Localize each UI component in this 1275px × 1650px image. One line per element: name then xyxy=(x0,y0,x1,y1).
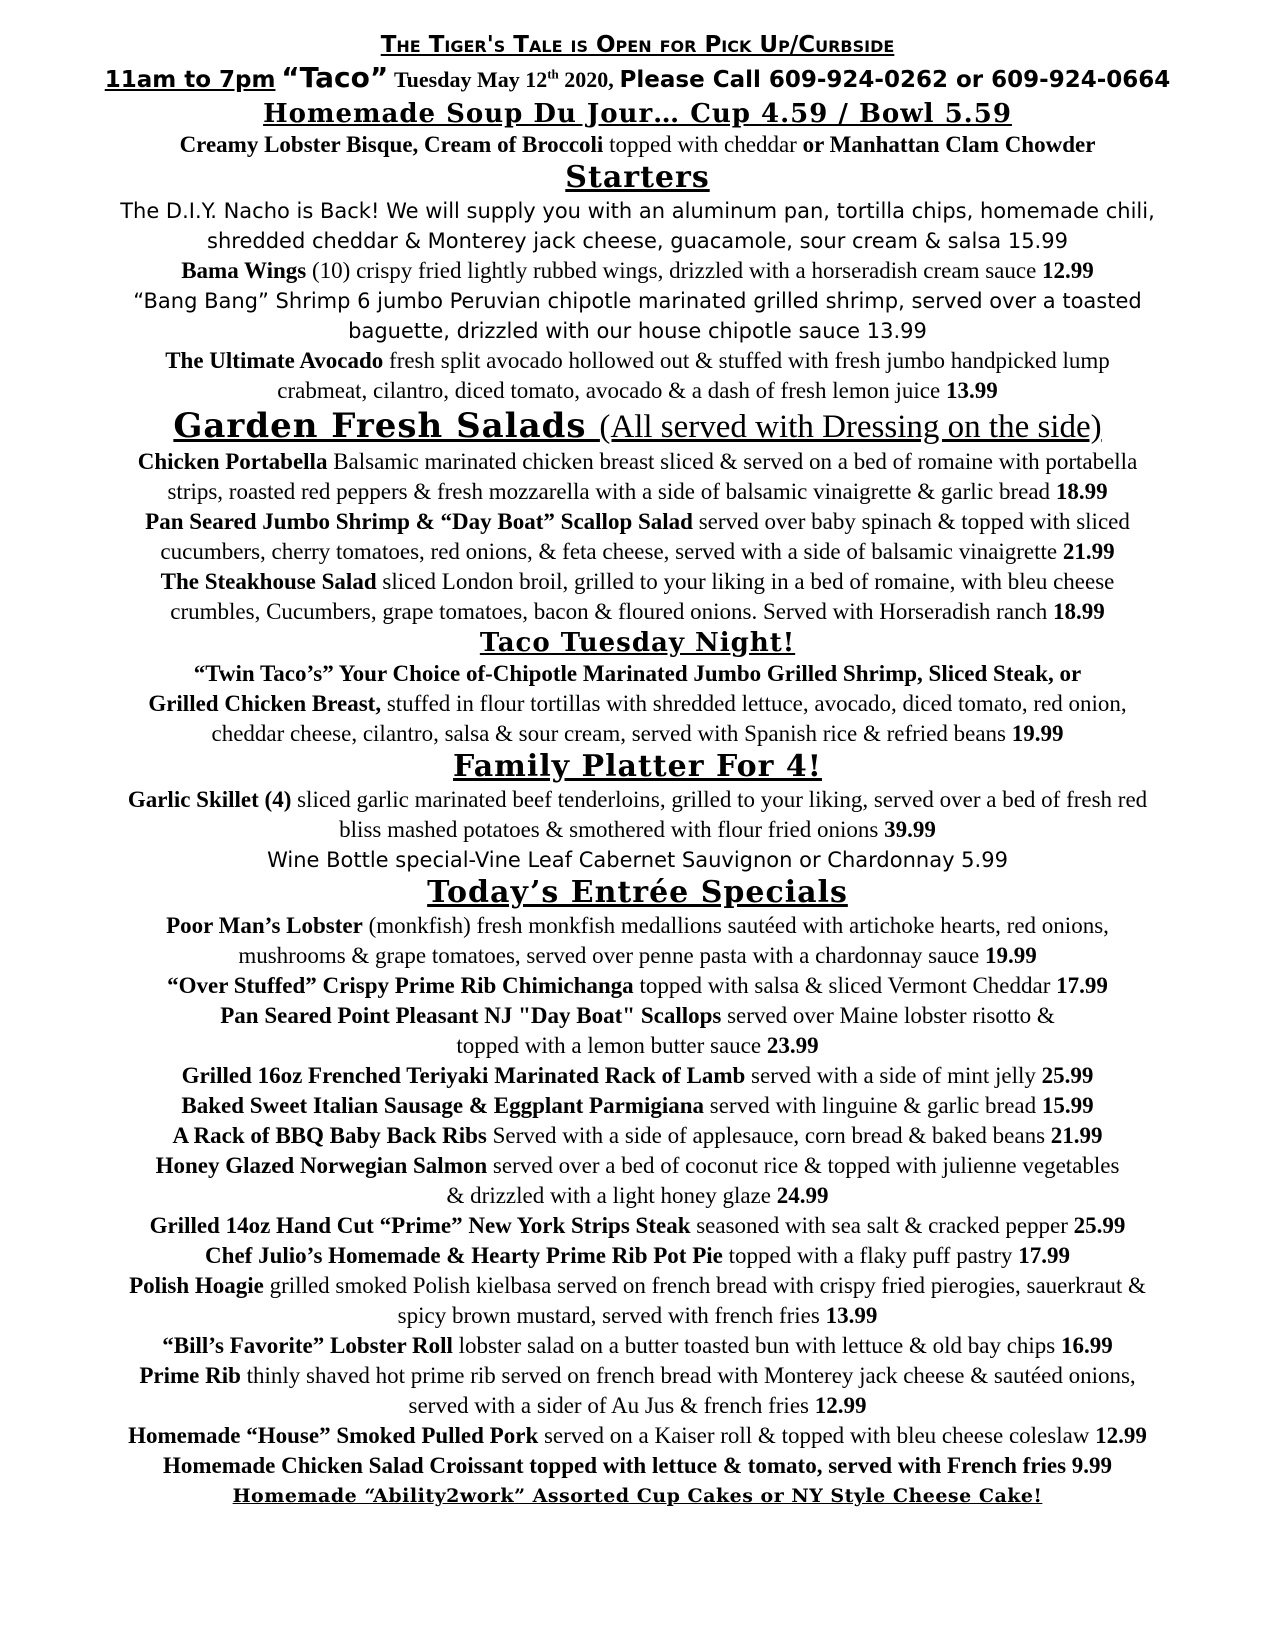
family-heading: Family Platter For 4! xyxy=(453,749,822,784)
bang-shrimp-line-2: baguette, drizzled with our house chipotle sauce 13.99 xyxy=(348,319,927,343)
dessert-line: Homemade “Ability2work” Assorted Cup Cakes or NY Style Cheese Cake! xyxy=(232,1485,1043,1507)
garlic-skillet-line-1: Garlic Skillet (4) sliced garlic marinated beef tenderloins, grilled to your liking, served over a bed of fresh red xyxy=(127,787,1148,812)
entree-12-line-1: Prime Rib thinly shaved hot prime rib served on french bread with Monterey jack cheese & sautéed onions, xyxy=(139,1363,1136,1388)
wine-special: Wine Bottle special-Vine Leaf Cabernet Sauvignon or Chardonnay 5.99 xyxy=(267,848,1008,872)
entree-5: Baked Sweet Italian Sausage & Eggplant Parmigiana served with linguine & garlic bread 15.99 xyxy=(181,1093,1094,1118)
soup-heading: Homemade Soup Du Jour… Cup 4.59 / Bowl 5.59 xyxy=(263,99,1012,129)
taco-label: “Taco” xyxy=(281,61,389,94)
entrees-heading: Today’s Entrée Specials xyxy=(427,875,848,910)
hours-text: 11am to 7pm xyxy=(104,67,276,93)
entree-1-line-2: mushrooms & grape tomatoes, served over penne pasta with a chardonnay sauce 19.99 xyxy=(238,943,1037,968)
starters-heading: Starters xyxy=(565,160,710,195)
steakhouse-line-2: crumbles, Cucumbers, grape tomatoes, bacon & floured onions. Served with Horseradish ranch 18.99 xyxy=(170,599,1105,624)
chicken-portabella-line-2: strips, roasted red peppers & fresh mozzarella with a side of balsamic vinaigrette & garlic bread 18.99 xyxy=(167,479,1108,504)
entree-6: A Rack of BBQ Baby Back Ribs Served with a side of applesauce, corn bread & baked beans 21.99 xyxy=(172,1123,1103,1148)
entree-8: Grilled 14oz Hand Cut “Prime” New York Strips Steak seasoned with sea salt & cracked pepper 25.99 xyxy=(149,1213,1126,1238)
avocado-line-1: The Ultimate Avocado fresh split avocado hollowed out & stuffed with fresh jumbo handpicked lump xyxy=(165,348,1110,373)
date-text: Tuesday May 12th 2020, xyxy=(394,66,614,92)
taco-line-2: Grilled Chicken Breast, stuffed in flour tortillas with shredded lettuce, avocado, diced tomato, red onion, xyxy=(148,691,1127,716)
entree-2: “Over Stuffed” Crispy Prime Rib Chimichanga topped with salsa & sliced Vermont Cheddar 17.99 xyxy=(167,973,1108,998)
entree-9: Chef Julio’s Homemade & Hearty Prime Rib Pot Pie topped with a flaky puff pastry 17.99 xyxy=(205,1243,1070,1268)
salads-heading: Garden Fresh Salads (All served with Dressing on the side) xyxy=(173,406,1102,446)
shrimp-scallop-line-2: cucumbers, cherry tomatoes, red onions, & feta cheese, served with a side of balsamic vinaigrette 21.99 xyxy=(160,539,1115,564)
soup-line: Creamy Lobster Bisque, Cream of Broccoli topped with cheddar or Manhattan Clam Chowder xyxy=(179,132,1096,157)
entree-4: Grilled 16oz Frenched Teriyaki Marinated Rack of Lamb served with a side of mint jelly 25.99 xyxy=(181,1063,1094,1088)
steakhouse-line-1: The Steakhouse Salad sliced London broil, grilled to your liking in a bed of romaine, with bleu cheese xyxy=(160,569,1115,594)
taco-line-3: cheddar cheese, cilantro, salsa & sour cream, served with Spanish rice & refried beans 19.99 xyxy=(211,721,1064,746)
bang-shrimp-line-1: “Bang Bang” Shrimp 6 jumbo Peruvian chipotle marinated grilled shrimp, served over a toasted xyxy=(133,289,1142,313)
entree-3-line-1: Pan Seared Point Pleasant NJ "Day Boat" Scallops served over Maine lobster risotto & xyxy=(220,1003,1055,1028)
shrimp-scallop-line-1: Pan Seared Jumbo Shrimp & “Day Boat” Scallop Salad served over baby spinach & topped with sliced xyxy=(145,509,1130,534)
entree-10-line-1: Polish Hoagie grilled smoked Polish kielbasa served on french bread with crispy fried pierogies, sauerkraut & xyxy=(129,1273,1146,1298)
avocado-line-2: crabmeat, cilantro, diced tomato, avocado & a dash of fresh lemon juice 13.99 xyxy=(277,378,998,403)
entree-1-line-1: Poor Man’s Lobster (monkfish) fresh monkfish medallions sautéed with artichoke hearts, red onions, xyxy=(166,913,1109,938)
page-title: The Tiger's Tale is Open for Pick Up/Curbside xyxy=(380,32,895,58)
hours-line xyxy=(40,60,1235,98)
nacho-line-2: shredded cheddar & Monterey jack cheese, guacamole, sour cream & salsa 15.99 xyxy=(207,229,1068,253)
entree-14: Homemade Chicken Salad Croissant topped with lettuce & tomato, served with French fries 9.99 xyxy=(162,1453,1113,1478)
entree-12-line-2: served with a sider of Au Jus & french fries 12.99 xyxy=(408,1393,867,1418)
phone-text: Please Call 609-924-0262 or 609-924-0664 xyxy=(619,67,1171,93)
entree-13: Homemade “House” Smoked Pulled Pork served on a Kaiser roll & topped with bleu cheese coleslaw 12.99 xyxy=(128,1423,1147,1448)
wings-line: Bama Wings (10) crispy fried lightly rubbed wings, drizzled with a horseradish cream sauce 12.99 xyxy=(181,258,1094,283)
chicken-portabella-line-1: Chicken Portabella Balsamic marinated chicken breast sliced & served on a bed of romaine with portabella xyxy=(137,449,1138,474)
entree-7-line-1: Honey Glazed Norwegian Salmon served over a bed of coconut rice & topped with julienne vegetables xyxy=(155,1153,1120,1178)
entree-7-line-2: & drizzled with a light honey glaze 24.99 xyxy=(446,1183,829,1208)
nacho-line-1: The D.I.Y. Nacho is Back! We will supply you with an aluminum pan, tortilla chips, homemade chili, xyxy=(120,199,1155,223)
entree-10-line-2: spicy brown mustard, served with french fries 13.99 xyxy=(397,1303,878,1328)
garlic-skillet-line-2: bliss mashed potatoes & smothered with flour fried onions 39.99 xyxy=(339,817,936,842)
taco-line-1: “Twin Taco’s” Your Choice of-Chipotle Marinated Jumbo Grilled Shrimp, Sliced Steak, or xyxy=(193,661,1082,686)
entree-3-line-2: topped with a lemon butter sauce 23.99 xyxy=(456,1033,819,1058)
taco-heading: Taco Tuesday Night! xyxy=(479,628,796,658)
entree-11: “Bill’s Favorite” Lobster Roll lobster salad on a butter toasted bun with lettuce & old bay chips 16.99 xyxy=(162,1333,1113,1358)
